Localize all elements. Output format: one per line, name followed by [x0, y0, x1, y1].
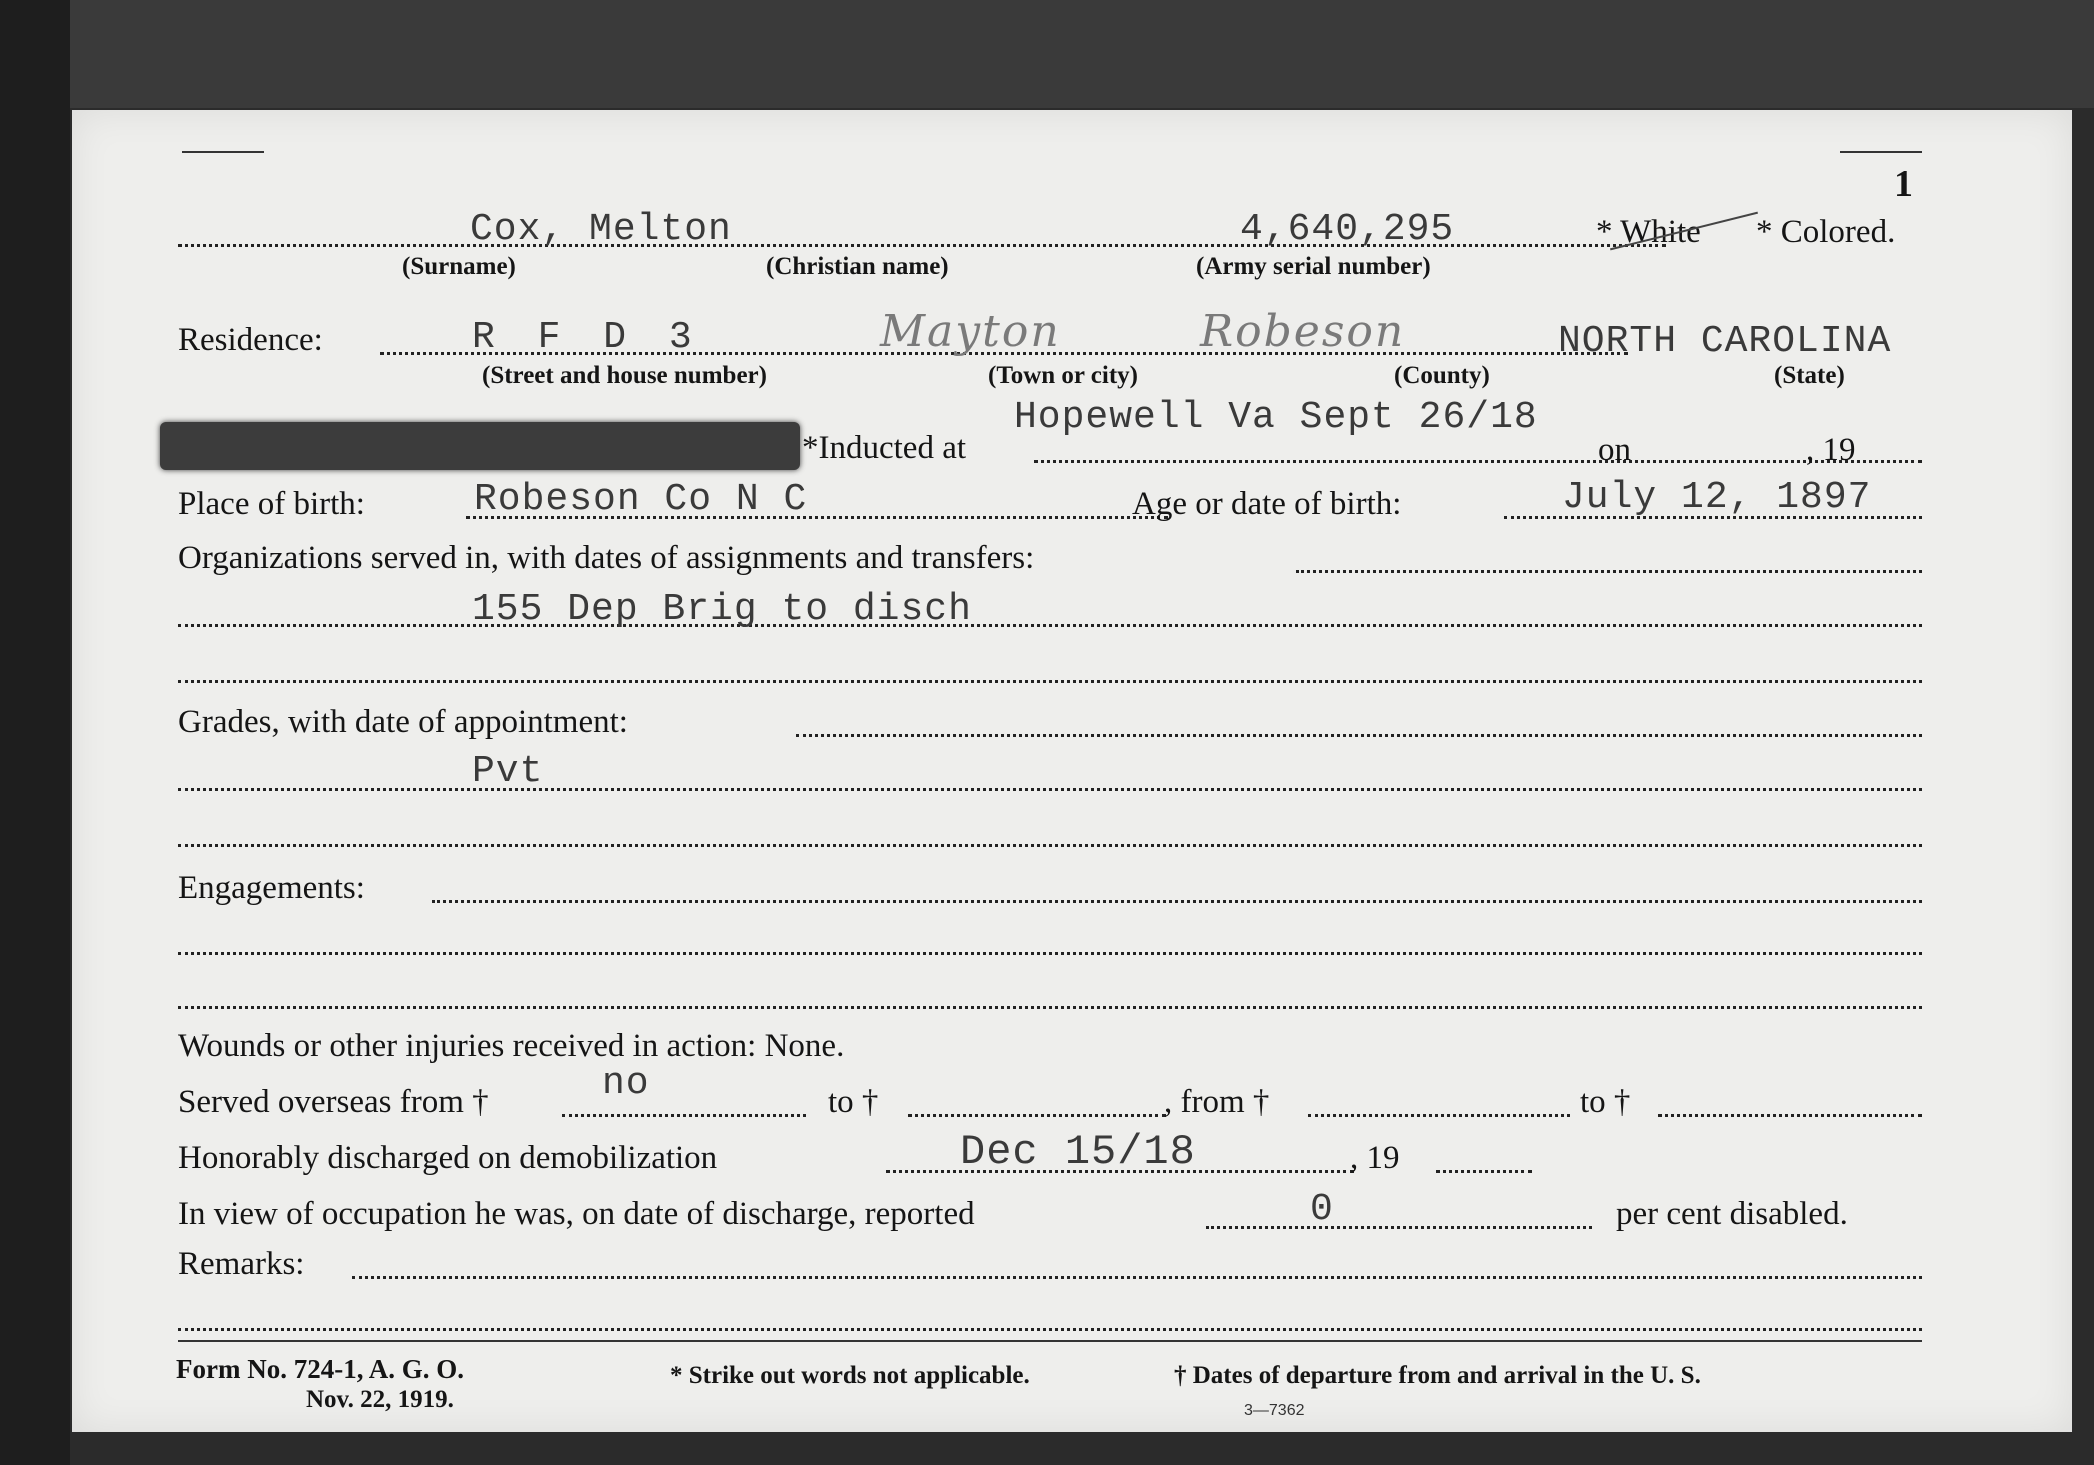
state-value: NORTH CAROLINA — [1558, 320, 1892, 363]
organizations-label: Organizations served in, with dates of assignments and transfers: — [178, 540, 1035, 576]
overseas-value: no — [602, 1062, 650, 1105]
card-number: 1 — [1894, 163, 1913, 205]
overseas-from2-line — [1308, 1114, 1570, 1117]
dates-note: † Dates of departure from and arrival in the U. S. — [1174, 1362, 1701, 1389]
inducted-on-label: on — [1598, 432, 1631, 468]
birth-place-label: Place of birth: — [178, 486, 365, 522]
grades-value: Pvt — [472, 750, 544, 793]
discharge-year-line — [1436, 1170, 1532, 1173]
overseas-from2-label: , from † — [1164, 1084, 1270, 1120]
inducted-label: *Inducted at — [802, 430, 967, 466]
town-caption: (Town or city) — [988, 362, 1138, 389]
county-value: Robeson — [1200, 306, 1406, 357]
grades-line-1 — [796, 734, 1922, 737]
name-value: Cox, Melton — [470, 208, 732, 251]
age-value: July 12, 1897 — [1562, 476, 1872, 519]
age-label: Age or date of birth: — [1132, 486, 1402, 522]
overseas-to2-label: to † — [1580, 1084, 1631, 1120]
organizations-line-1 — [1296, 570, 1922, 573]
overseas-to-line — [908, 1114, 1166, 1117]
street-value: R F D 3 — [472, 316, 702, 359]
remarks-line-1 — [352, 1276, 1922, 1279]
service-record-card — [72, 110, 2072, 1432]
race-colored: * Colored. — [1756, 214, 1896, 250]
county-caption: (County) — [1394, 362, 1490, 389]
grades-line-3 — [178, 844, 1922, 847]
redaction-block — [160, 422, 800, 470]
remarks-label: Remarks: — [178, 1246, 305, 1282]
overseas-to2-line — [1658, 1114, 1922, 1117]
town-value: Mayton — [880, 306, 1061, 357]
street-caption: (Street and house number) — [482, 362, 767, 389]
organizations-value: 155 Dep Brig to disch — [472, 588, 972, 631]
birth-place-value: Robeson Co N C — [474, 478, 808, 521]
surname-caption: (Surname) — [402, 253, 516, 280]
disability-value: 0 — [1310, 1188, 1334, 1231]
christian-name-caption: (Christian name) — [766, 253, 949, 280]
top-right-rule — [1840, 151, 1922, 153]
printer-code: 3—7362 — [1244, 1402, 1305, 1419]
inducted-line — [1034, 460, 1922, 463]
residence-label: Residence: — [178, 322, 323, 358]
serial-caption: (Army serial number) — [1196, 253, 1431, 280]
form-date: Nov. 22, 1919. — [306, 1386, 454, 1413]
engagements-line-2 — [178, 952, 1922, 955]
grades-line-2 — [178, 788, 1922, 791]
state-caption: (State) — [1774, 362, 1845, 389]
remarks-line-2 — [178, 1328, 1922, 1331]
organizations-line-2 — [178, 624, 1922, 627]
form-number: Form No. 724-1, A. G. O. — [176, 1354, 464, 1384]
discharge-year-prefix: , 19 — [1350, 1140, 1400, 1176]
inducted-year-prefix: , 19 — [1806, 432, 1856, 468]
engagements-line-1 — [432, 900, 1922, 903]
inducted-value: Hopewell Va Sept 26/18 — [1014, 396, 1538, 439]
grades-label: Grades, with date of appointment: — [178, 704, 628, 740]
engagements-label: Engagements: — [178, 870, 365, 906]
race-white: * White — [1596, 214, 1701, 250]
engagements-line-3 — [178, 1006, 1922, 1009]
discharge-label: Honorably discharged on demobilization — [178, 1140, 718, 1176]
strike-note: * Strike out words not applicable. — [670, 1362, 1030, 1389]
overseas-from-label: Served overseas from † — [178, 1084, 489, 1120]
scan-background-top — [0, 0, 2094, 108]
serial-value: 4,640,295 — [1240, 208, 1455, 251]
overseas-to-label: to † — [828, 1084, 879, 1120]
discharge-value: Dec 15/18 — [960, 1128, 1196, 1176]
overseas-from-line — [562, 1114, 806, 1117]
top-left-rule — [182, 151, 264, 153]
disability-label: In view of occupation he was, on date of discharge, reported — [178, 1196, 975, 1232]
organizations-line-3 — [178, 680, 1922, 683]
wounds-text: Wounds or other injuries received in action: None. — [178, 1028, 845, 1064]
disability-suffix: per cent disabled. — [1616, 1196, 1848, 1232]
scan-background-left — [0, 0, 70, 1465]
disability-line — [1206, 1226, 1592, 1229]
footer-rule — [178, 1340, 1922, 1342]
